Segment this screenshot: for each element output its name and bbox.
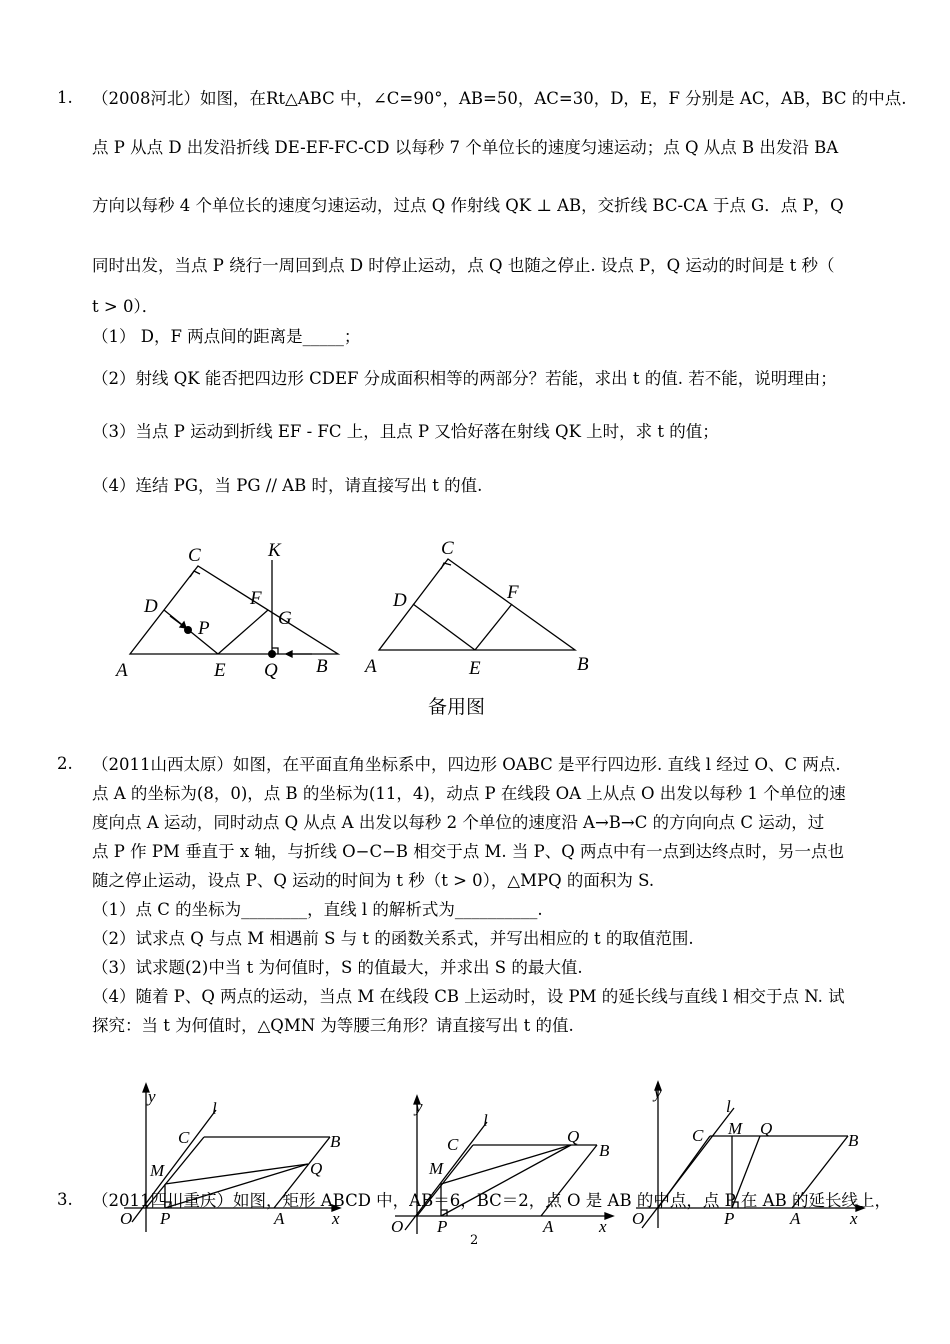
label-y: y [654, 1083, 662, 1102]
problem-2-part-1: （1）点 C 的坐标为________，直线 l 的解析式为__________. [92, 900, 543, 919]
label-x: x [599, 1217, 607, 1236]
problem-2-line-3: 度向点 A 运动，同时动点 Q 从点 A 出发以每秒 2 个单位的速度沿 A→B→C 的方向向点 C 运动，过 [92, 813, 825, 832]
problem-3-number: 3. [57, 1190, 73, 1209]
problem-2-graph-2 [385, 1092, 625, 1242]
label-c: C [178, 1128, 190, 1147]
label-d-backup: D [393, 590, 407, 611]
arrow-q-head [286, 651, 292, 657]
label-p: P [198, 618, 210, 639]
segment-ef [218, 610, 268, 654]
problem-2-line-2: 点 A 的坐标为(8，0)，点 B 的坐标为(11，4)，动点 P 在线段 OA 上从点 O 出发以每秒 1 个单位的速 [92, 784, 846, 803]
problem-1-line-2: 点 P 从点 D 出发沿折线 DE-EF-FC-CD 以每秒 7 个单位长的速度匀速运动；点 Q 从点 B 出发沿 BA [92, 138, 839, 157]
label-m: M [728, 1119, 743, 1138]
label-y: y [148, 1087, 156, 1106]
label-k: K [268, 540, 281, 561]
problem-1-part-1: （1） D，F 两点间的距离是_____； [92, 327, 361, 346]
label-b: B [316, 656, 328, 677]
problem-1-figure-main [100, 530, 360, 690]
label-y: y [415, 1097, 423, 1116]
figure-caption: 备用图 [428, 696, 486, 718]
point-p-dot [184, 626, 192, 634]
label-c: C [692, 1126, 704, 1145]
label-g: G [278, 608, 292, 629]
problem-1-line-3: 方向以每秒 4 个单位长的速度匀速运动，过点 Q 作射线 QK ⊥ AB，交折线 BC-CA 于点 G．点 P，Q [92, 196, 844, 215]
problem-1-part-4: （4）连结 PG，当 PG // AB 时，请直接写出 t 的值. [92, 476, 483, 495]
arrow-p-head [180, 622, 186, 628]
label-a-backup: A [365, 656, 377, 677]
label-e-backup: E [469, 658, 481, 679]
problem-1-part-3: （3）当点 P 运动到折线 EF - FC 上，且点 P 又恰好落在射线 QK 上时，求 t 的值； [92, 422, 719, 441]
segment-mq [165, 1164, 308, 1184]
label-x: x [332, 1209, 340, 1228]
label-o: O [391, 1217, 404, 1236]
label-l: l [212, 1099, 217, 1118]
problem-2-graph-1 [110, 1080, 360, 1240]
label-l: l [483, 1111, 488, 1130]
triangle-abc-backup [379, 559, 575, 650]
problem-2-line-4: 点 P 作 PM 垂直于 x 轴，与折线 O−C−B 相交于点 M. 当 P、Q 两点中有一点到达终点时，另一点也 [92, 842, 845, 861]
problem-2-graph-3 [630, 1078, 880, 1238]
segment-mq [441, 1145, 571, 1184]
label-b: B [599, 1141, 610, 1160]
problem-3-line-1: （2011四川重庆）如图，矩形 ABCD 中，AB＝6，BC＝2，点 O 是 AB 的中点，点 P 在 AB 的延长线上， [92, 1191, 891, 1210]
label-q: Q [760, 1119, 773, 1138]
label-c: C [447, 1135, 459, 1154]
problem-1-line-5: t > 0）． [92, 297, 159, 316]
problem-2-part-4-b: 探究：当 t 为何值时，△QMN 为等腰三角形？请直接写出 t 的值. [92, 1016, 574, 1035]
problem-2-part-4-a: （4）随着 P、Q 两点的运动，当点 M 在线段 CB 上运动时，设 PM 的延长线与直线 l 相交于点 N. 试 [92, 987, 845, 1006]
problem-1-line-1: （2008河北）如图，在Rt△ABC 中，∠C=90°，AB=50，AC=30，D，E，F 分别是 AC，AB，BC 的中点. [92, 89, 907, 108]
label-b: B [330, 1132, 341, 1151]
label-q: Q [310, 1159, 323, 1178]
problem-2-line-1: （2011山西太原）如图，在平面直角坐标系中，四边形 OABC 是平行四边形. 直线 l 经过 O、C 两点. [92, 755, 841, 774]
label-a: A [274, 1209, 285, 1228]
right-angle-marker-c [190, 571, 200, 577]
problem-2-part-3: （3）试求题(2)中当 t 为何值时，S 的值最大，并求出 S 的最大值. [92, 958, 583, 977]
label-b: B [848, 1131, 859, 1150]
problem-1-line-4: 同时出发，当点 P 绕行一周回到点 D 时停止运动，点 Q 也随之停止. 设点 P，Q 运动的时间是 t 秒（ [92, 256, 835, 275]
label-o: O [120, 1209, 133, 1228]
point-q-dot [268, 650, 276, 658]
right-angle-marker-c-backup [441, 563, 451, 569]
label-q: Q [264, 660, 278, 681]
problem-2-line-5: 随之停止运动，设点 P、Q 运动的时间为 t 秒（t > 0），△MPQ 的面积为 S. [92, 871, 655, 890]
label-o: O [632, 1209, 645, 1228]
label-c: C [188, 545, 201, 566]
label-p: P [437, 1217, 448, 1236]
label-d: D [144, 596, 158, 617]
triangle-abc [130, 566, 338, 654]
segment-ef-backup [475, 604, 512, 650]
problem-2-part-2: （2）试求点 Q 与点 M 相遇前 S 与 t 的函数关系式，并写出相应的 t 的取值范围. [92, 929, 694, 948]
label-p: P [160, 1209, 171, 1228]
label-m: M [429, 1159, 444, 1178]
label-q: Q [567, 1127, 580, 1146]
label-a: A [116, 660, 128, 681]
label-p: P [724, 1209, 735, 1228]
label-c-backup: C [441, 538, 454, 559]
label-a: A [790, 1209, 801, 1228]
problem-1-part-2: （2）射线 QK 能否把四边形 CDEF 分成面积相等的两部分？若能，求出 t 的值. 若不能，说明理由； [92, 369, 837, 388]
label-x: x [850, 1209, 858, 1228]
label-a: A [543, 1217, 554, 1236]
page-number: 2 [470, 1233, 479, 1248]
label-f-backup: F [507, 582, 519, 603]
label-e: E [214, 660, 226, 681]
label-l: l [726, 1097, 731, 1116]
segment-de-backup [413, 604, 475, 650]
label-b-backup: B [577, 654, 589, 675]
problem-1-number: 1. [57, 88, 73, 107]
problem-1-figure-backup [355, 530, 605, 690]
problem-2-number: 2. [57, 754, 73, 773]
label-m: M [150, 1161, 165, 1180]
label-f: F [250, 588, 262, 609]
